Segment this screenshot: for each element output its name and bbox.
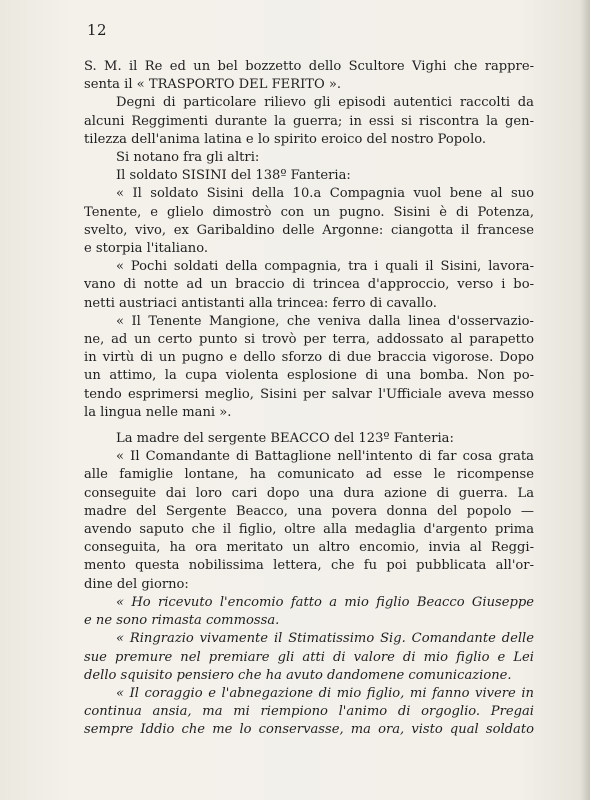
page-number: 12 (87, 21, 108, 39)
text-line: la lingua nelle mani ». (84, 404, 232, 420)
text-line: « Il Tenente Mangione, che veniva dalla linea d'osservazio- (116, 313, 534, 329)
text-line: Si notano fra gli altri: (116, 150, 260, 166)
text-line: « Pochi soldati della compagnia, tra i quali il Sisini, lavora- (116, 259, 534, 275)
text-line: conseguite dai loro cari dopo una dura azione di guerra. La (84, 485, 534, 501)
text-line: « Il soldato Sisini della 10.a Compagnia vuol bene al suo (116, 186, 534, 202)
text-line: tendo esprimersi meglio, Sisini per salvar l'Ufficiale aveva messo (84, 386, 534, 402)
text-line: S. M. il Re ed un bel bozzetto dello Scultore Vighi che rappre- (84, 59, 534, 74)
text-line: vano di notte ad un braccio di trincea d'approccio, verso i bo- (84, 277, 534, 293)
text-line: « Il coraggio e l'abnegazione di mio figlio, mi fanno vivere in (116, 685, 534, 701)
text-line: Il soldato SISINI del 138º Fanteria: (116, 168, 351, 184)
page-spine-shadow (580, 0, 590, 800)
text-line: La madre del sergente BEACCO del 123º Fanteria: (116, 431, 454, 447)
text-line: tilezza dell'anima latina e lo spirito eroico del nostro Popolo. (84, 131, 487, 147)
text-line: e storpia l'italiano. (84, 241, 209, 257)
text-line: Degni di particolare rilievo gli episodi autentici raccolti da (116, 95, 534, 111)
text-line: sempre Iddio che me lo conservasse, ma ora, visto qual soldato (84, 722, 534, 738)
page-body-text (84, 58, 534, 740)
text-line: ne, ad un certo punto si trovò per terra, addossato al parapetto (84, 332, 534, 348)
text-line: alle famiglie lontane, ha comunicato ad esse le ricompense (84, 467, 534, 483)
text-line: avendo saputo che il figlio, oltre alla medaglia d'argento prima (84, 522, 534, 538)
text-line: e ne sono rimasta commossa. (84, 613, 280, 629)
text-line: dine del giorno: (84, 576, 189, 592)
text-line: mento questa nobilissima lettera, che fu poi pubblicata all'or- (84, 558, 534, 574)
text-line: in virtù di un pugno e dello sforzo di due braccia vigorose. Dopo (84, 350, 534, 366)
text-line: netti austriaci antistanti alla trincea: ferro di cavallo. (84, 295, 437, 311)
text-line: madre del Sergente Beacco, una povera donna del popolo — (84, 503, 534, 519)
text-line: svelto, vivo, ex Garibaldino delle Argonne: ciangotta il francese (84, 222, 534, 238)
text-line: Tenente, e glielo dimostrò con un pugno. Sisini è di Potenza, (84, 204, 534, 220)
text-line: dello squisito pensiero che ha avuto dandomene comunicazione. (84, 667, 512, 683)
text-line: continua ansia, ma mi riempiono l'animo di orgoglio. Pregai (84, 704, 534, 720)
text-line: un attimo, la cupa violenta esplosione di una bomba. Non po- (84, 368, 534, 384)
text-line: sue premure nel premiare gli atti di valore di mio figlio e Lei (84, 649, 534, 665)
text-line: « Il Comandante di Battaglione nell'intento di far cosa grata (116, 449, 534, 465)
text-line: alcuni Reggimenti durante la guerra; in essi si riscontra la gen- (84, 113, 534, 129)
text-line: conseguita, ha ora meritato un altro encomio, invia al Reggi- (84, 540, 534, 556)
text-line: « Ringrazio vivamente il Stimatissimo Sig. Comandante delle (116, 631, 534, 647)
text-line: senta il « TRASPORTO DEL FERITO ». (84, 77, 342, 93)
text-line: « Ho ricevuto l'encomio fatto a mio figlio Beacco Giuseppe (116, 594, 534, 610)
